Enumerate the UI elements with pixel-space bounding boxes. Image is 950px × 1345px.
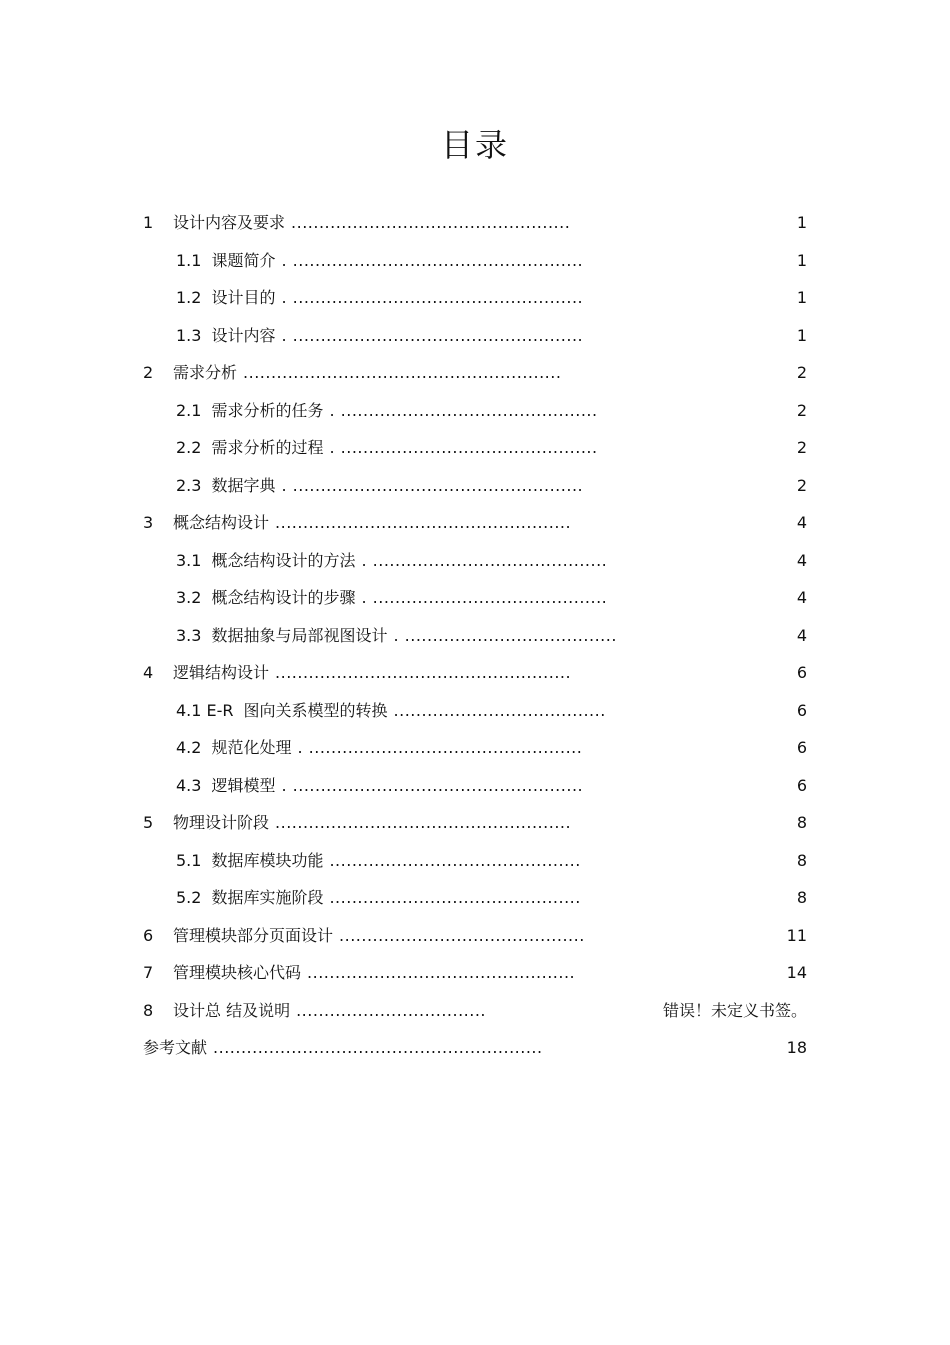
toc-entry-label: 逻辑模型 [211, 775, 276, 795]
toc-entry-label: 设计目的 [211, 288, 276, 307]
toc-entry[interactable] [0, 1029, 950, 1067]
toc-entry-text [143, 804, 571, 842]
toc-entry-number: 6 [143, 925, 154, 945]
toc-entry-number: 1.1 [176, 250, 202, 270]
toc-entry[interactable] [0, 879, 950, 917]
toc-entry-leader: . .................................................... [281, 288, 584, 307]
toc-entry-page: 2 [796, 363, 807, 382]
toc-entry-label: 概念结构设计 [173, 513, 270, 532]
toc-entry-leader: ..................................................... [275, 663, 572, 682]
toc-entry-label: 逻辑结构设计 [173, 663, 270, 682]
toc-entry-page: 1 [796, 325, 807, 345]
toc-entry-text [143, 654, 571, 692]
toc-entry-number: 3 [143, 513, 154, 532]
toc-entry-label: 图向关系模型的转换 [243, 700, 388, 720]
toc-entry-leader: . .............................................. [329, 438, 598, 457]
toc-entry-leader: . .......................................... [361, 588, 608, 607]
toc-entry[interactable] [0, 654, 950, 692]
toc-entry-leader: ........................................................... [213, 1038, 543, 1057]
toc-entry-number: 3.2 [176, 588, 202, 607]
toc-entry-leader: .................................. [296, 1000, 487, 1020]
toc-entry-leader: . .............................................. [329, 400, 598, 420]
toc-entry[interactable] [0, 354, 950, 392]
toc-entry-page: 1 [796, 213, 807, 232]
toc-entry[interactable] [0, 504, 950, 542]
toc-entry-label: 需求分析的任务 [211, 400, 324, 420]
toc-entry-leader: .................................................. [291, 213, 571, 232]
toc-entry-label: 数据抽象与局部视图设计 [211, 625, 388, 645]
toc-entry-number: 1.3 [176, 325, 202, 345]
toc-entry-number: 2.3 [176, 475, 202, 495]
toc-entry-label: 数据库模块功能 [211, 850, 324, 870]
toc-entry-number: 1.2 [176, 288, 202, 307]
toc-entry-text [143, 1029, 543, 1067]
toc-entry-page: 8 [796, 850, 807, 870]
toc-entry[interactable] [0, 317, 950, 355]
toc-entry-label: 设计总 结及说明 [173, 1000, 291, 1020]
toc-entry-number: 4.3 [176, 775, 202, 795]
toc-entry-text [143, 354, 561, 392]
toc-entry[interactable] [0, 917, 950, 955]
toc-entry-text [143, 504, 571, 542]
toc-entry[interactable] [0, 954, 950, 992]
toc-entry-number: 5.2 [176, 888, 202, 907]
toc-entry-label: 设计内容 [211, 325, 276, 345]
toc-entry-page: 18 [786, 1038, 807, 1057]
toc-entry[interactable] [0, 804, 950, 842]
toc-entry-leader: ................................................ [307, 963, 576, 982]
toc-entry-page: 14 [786, 963, 807, 982]
toc-entry-label: 参考文献 [143, 1038, 208, 1057]
toc-entry-leader: . ...................................... [393, 625, 617, 645]
toc-entry-leader: . .................................................... [281, 775, 584, 795]
toc-entry-text [176, 729, 582, 767]
toc-entry[interactable] [0, 617, 950, 655]
toc-entry-number: 3.3 [176, 625, 202, 645]
toc-entry-text [176, 542, 607, 580]
toc-entry[interactable] [0, 279, 950, 317]
toc-entry-page: 1 [796, 288, 807, 307]
toc-entry-text [143, 917, 585, 955]
toc-entry-text [176, 767, 583, 805]
toc-entry-page: 2 [796, 400, 807, 420]
toc-entry-page: 4 [796, 513, 807, 532]
toc-entry-page: 2 [796, 438, 807, 457]
toc-entry[interactable] [0, 579, 950, 617]
toc-entry-text [176, 692, 606, 730]
toc-entry-number: 2.2 [176, 438, 202, 457]
toc-entry[interactable] [0, 729, 950, 767]
toc-entry-number: 2.1 [176, 400, 202, 420]
toc-entry-page: 11 [786, 925, 807, 945]
toc-entry-label: 课题简介 [211, 250, 276, 270]
toc-entry-leader: ...................................... [393, 700, 606, 720]
toc-entry-text [176, 617, 617, 655]
toc-entry-text [176, 467, 583, 505]
toc-entry-label: 规范化处理 [211, 738, 292, 757]
toc-entry-label: 设计内容及要求 [173, 213, 286, 232]
toc-entry-leader: ......................................................... [243, 363, 562, 382]
toc-entry-text [176, 392, 598, 430]
toc-entry[interactable] [0, 204, 950, 242]
toc-entry-text [176, 879, 581, 917]
toc-entry-text [176, 429, 598, 467]
toc-entry-leader: ..................................................... [275, 813, 572, 832]
toc-entry-leader: . .......................................... [361, 550, 608, 570]
toc-entry-label: 需求分析的过程 [211, 438, 324, 457]
toc-entry-text [176, 279, 583, 317]
toc-entry-label: 需求分析 [173, 363, 238, 382]
toc-entry-page: 6 [796, 775, 807, 795]
toc-entry-number: 2 [143, 363, 154, 382]
toc-entry-leader: . ................................................. [297, 738, 583, 757]
toc-entry-label: 管理模块核心代码 [173, 963, 302, 982]
toc-entry[interactable] [0, 992, 950, 1030]
toc-entry-number: 7 [143, 963, 154, 982]
toc-entry-number: 8 [143, 1000, 154, 1020]
toc-entry-text [176, 842, 581, 880]
toc-entry[interactable] [0, 692, 950, 730]
toc-entry-label: 概念结构设计的步骤 [211, 588, 356, 607]
toc-entry-text [176, 242, 583, 280]
toc-entry-leader: ............................................. [329, 888, 581, 907]
toc-entry-page: 1 [796, 250, 807, 270]
toc-entry[interactable] [0, 429, 950, 467]
toc-entry-label: 物理设计阶段 [173, 813, 270, 832]
toc-entry-leader: ..................................................... [275, 513, 572, 532]
toc-entry-page: 2 [796, 475, 807, 495]
toc-entry-number: 4 [143, 663, 154, 682]
toc-entry-page: 6 [796, 738, 807, 757]
toc-entry-leader: ............................................. [329, 850, 581, 870]
toc-entry-page: 8 [796, 813, 807, 832]
toc-entry-text [143, 992, 486, 1030]
toc-entry-number: 3.1 [176, 550, 202, 570]
toc-entry-text [176, 317, 583, 355]
toc-entry-leader: . .................................................... [281, 325, 584, 345]
toc-entry-page: 4 [796, 588, 807, 607]
toc-entry-label: 概念结构设计的方法 [211, 550, 356, 570]
toc-entry-label: 管理模块部分页面设计 [173, 925, 334, 945]
toc-entry-number: 4.1 E-R [176, 700, 234, 720]
toc-entry-text [176, 579, 607, 617]
toc-entry-page: 6 [796, 700, 807, 720]
toc-entry-page: 4 [796, 550, 807, 570]
toc-entry-page: 8 [796, 888, 807, 907]
toc-entry-text [143, 204, 570, 242]
page-title: 目录 [440, 126, 509, 164]
toc-entry-leader: . .................................................... [281, 250, 584, 270]
toc-entry-number: 5.1 [176, 850, 202, 870]
toc-entry-text [143, 954, 575, 992]
toc-entry-number: 1 [143, 213, 154, 232]
toc-entry[interactable] [0, 542, 950, 580]
toc-entry[interactable] [0, 767, 950, 805]
toc-entry-leader: . .................................................... [281, 475, 584, 495]
toc-entry-number: 4.2 [176, 738, 202, 757]
toc-entry[interactable] [0, 242, 950, 280]
toc-entry-number: 5 [143, 813, 154, 832]
toc-entry-leader: ............................................ [339, 925, 585, 945]
toc-entry-label: 数据字典 [211, 475, 276, 495]
toc-entry-page: 4 [796, 625, 807, 645]
table-of-contents [0, 204, 950, 1067]
toc-entry-label: 数据库实施阶段 [211, 888, 324, 907]
toc-entry[interactable] [0, 467, 950, 505]
toc-entry-page: 6 [796, 663, 807, 682]
toc-entry-page: 错误！未定义书签。 [662, 1000, 807, 1020]
toc-entry[interactable] [0, 842, 950, 880]
toc-entry[interactable] [0, 392, 950, 430]
